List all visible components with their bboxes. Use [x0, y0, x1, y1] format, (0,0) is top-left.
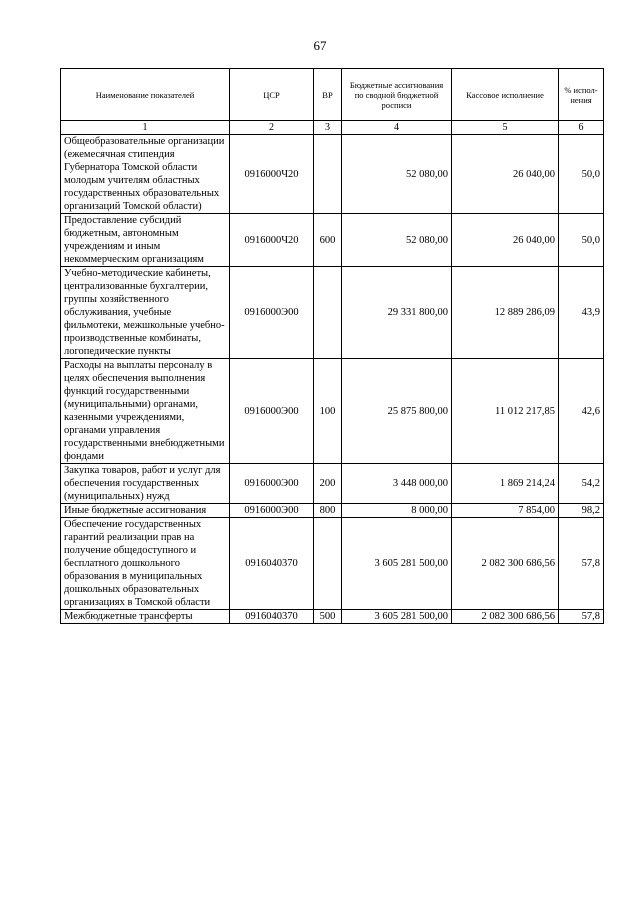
table-row: [61, 214, 604, 267]
row-budget: 52 080,00: [342, 135, 452, 214]
table-row: [61, 464, 604, 504]
row-cash: 11 012 217,85: [452, 359, 559, 464]
row-budget: 25 875 800,00: [342, 359, 452, 464]
row-percent: 57,8: [559, 610, 604, 624]
row-vr: 500: [314, 610, 342, 624]
row-name: Иные бюджетные ассигнования: [61, 504, 230, 518]
table-header-row: [61, 69, 604, 121]
row-cash: 12 889 286,09: [452, 267, 559, 359]
row-name: Обеспечение государственных гарантий реализации прав на получение общедоступного и бесплатного дошкольного образования в муниципальных дошкольных образовательных организациях в Томской области: [61, 518, 230, 610]
row-csr: 0916000Э00: [230, 464, 314, 504]
row-budget: 29 331 800,00: [342, 267, 452, 359]
row-cash: 2 082 300 686,56: [452, 518, 559, 610]
row-vr: 100: [314, 359, 342, 464]
header-csr: ЦСР: [230, 69, 314, 121]
column-number: 6: [559, 121, 604, 135]
row-budget: 8 000,00: [342, 504, 452, 518]
column-number: 2: [230, 121, 314, 135]
row-budget: 3 448 000,00: [342, 464, 452, 504]
row-percent: 98,2: [559, 504, 604, 518]
column-number: 4: [342, 121, 452, 135]
header-vr: ВР: [314, 69, 342, 121]
header-cash: Кассовое исполнение: [452, 69, 559, 121]
row-percent: 57,8: [559, 518, 604, 610]
row-percent: 50,0: [559, 214, 604, 267]
row-name: Общеобразовательные организации (ежемесячная стипендия Губернатора Томской области молодым учителям областных государственных образовательных организаций Томской области): [61, 135, 230, 214]
row-cash: 26 040,00: [452, 214, 559, 267]
row-cash: 2 082 300 686,56: [452, 610, 559, 624]
row-vr: 200: [314, 464, 342, 504]
table-row: [61, 504, 604, 518]
row-vr: 800: [314, 504, 342, 518]
row-csr: 0916000Э00: [230, 359, 314, 464]
table-row: [61, 359, 604, 464]
row-name: Закупка товаров, работ и услуг для обеспечения государственных (муниципальных) нужд: [61, 464, 230, 504]
row-cash: 26 040,00: [452, 135, 559, 214]
row-name: Расходы на выплаты персоналу в целях обеспечения выполнения функций государственными (муниципальными) органами, казенными учреждениями, органами управления государственными внебюджетными фондами: [61, 359, 230, 464]
table-row: [61, 135, 604, 214]
column-number: 1: [61, 121, 230, 135]
row-vr: [314, 135, 342, 214]
row-csr: 0916000Э00: [230, 504, 314, 518]
header-percent: % испол- нения: [559, 69, 604, 121]
row-budget: 3 605 281 500,00: [342, 518, 452, 610]
row-name: Межбюджетные трансферты: [61, 610, 230, 624]
row-name: Учебно-методические кабинеты, централизованные бухгалтерии, группы хозяйственного обслуживания, учебные фильмотеки, межшкольные учебно-производственные комбинаты, логопедические пункты: [61, 267, 230, 359]
page-number: 67: [313, 38, 327, 53]
row-name: Предоставление субсидий бюджетным, автономным учреждениям и иным некоммерческим организациям: [61, 214, 230, 267]
column-number-row: [61, 121, 604, 135]
row-csr: 0916000Ч20: [230, 135, 314, 214]
row-budget: 3 605 281 500,00: [342, 610, 452, 624]
row-percent: 54,2: [559, 464, 604, 504]
row-csr: 0916040370: [230, 518, 314, 610]
row-vr: [314, 518, 342, 610]
header-name: Наименование показателей: [61, 69, 230, 121]
table-row: [61, 267, 604, 359]
row-percent: 43,9: [559, 267, 604, 359]
column-number: 3: [314, 121, 342, 135]
budget-execution-table: [60, 68, 604, 624]
row-csr: 0916040370: [230, 610, 314, 624]
row-csr: 0916000Э00: [230, 267, 314, 359]
table-row: [61, 610, 604, 624]
row-cash: 1 869 214,24: [452, 464, 559, 504]
row-vr: 600: [314, 214, 342, 267]
column-number: 5: [452, 121, 559, 135]
row-budget: 52 080,00: [342, 214, 452, 267]
row-percent: 42,6: [559, 359, 604, 464]
row-vr: [314, 267, 342, 359]
header-budget: Бюджетные ассигнования по сводной бюджетной росписи: [342, 69, 452, 121]
row-percent: 50,0: [559, 135, 604, 214]
table-row: [61, 518, 604, 610]
row-csr: 0916000Ч20: [230, 214, 314, 267]
row-cash: 7 854,00: [452, 504, 559, 518]
